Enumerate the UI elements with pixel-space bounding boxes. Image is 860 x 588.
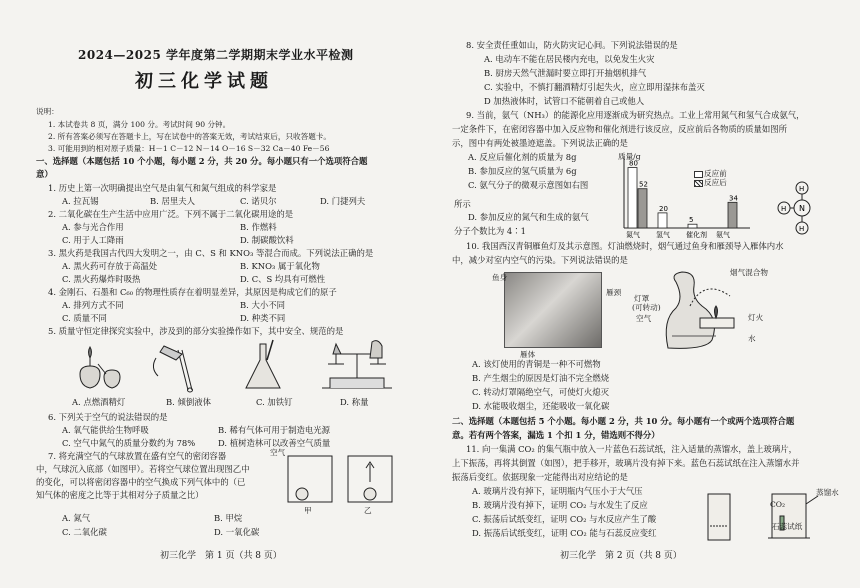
category-label: 催化剂 [686,231,707,238]
question-stem: 3. 黑火药是我国古代四大发明之一，由 C、S 和 KNO₃ 等混合而成。下列说法正确的是 [48,248,374,258]
bar-before [628,168,637,228]
option-b: B. 大小不同 [240,300,285,310]
option-d: D. 称量 [340,397,369,407]
question-stem-cont: 示，图中有两处被墨迹遮盖。下列说法正确的是 [452,138,628,148]
question-stem: 6. 下列关于空气的说法错误的是 [48,412,168,422]
bar-value-label: 20 [659,204,668,213]
option-a: A. 排列方式不同 [62,300,124,310]
bar-value-label: 80 [629,159,638,168]
option-a: A. 反应后催化剂的质量为 8g [468,152,577,162]
category-label: 氢气 [656,231,670,238]
question-stem: 2. 二氧化碳在生产生活中应用广泛。下列不属于二氧化碳用途的是 [48,209,294,219]
balloon-containers-figure [282,450,400,518]
diagram-label: (可转动) [632,303,661,312]
diagram-label: CO₂ [770,500,786,509]
lab-operations-figure [60,338,410,396]
figure-b-label: 乙 [364,506,372,515]
diagram-label: 石蕊试纸 [772,522,803,531]
instruction-line: 1. 本试卷共 8 页，满分 100 分。考试时间 90 分钟。 [48,120,231,129]
option-c: C. 实验中，不慎打翻酒精灯引起失火，应立即用湿抹布盖灭 [484,82,705,92]
question-stem-cont: 一定条件下，在密闭容器中加入反应物和催化剂进行该反应，反应前后各物质的质量如图所 [452,124,787,134]
section2-heading: 二、选择题（本题包括 5 个小题。每小题 2 分，共 10 分。每小题有一个或两个选项符合题 [452,416,795,426]
diagram-label: 水 [748,334,756,343]
option-b: B. 甲烷 [214,513,243,523]
option-a: A. 参与光合作用 [62,222,124,232]
section2-heading-cont: 意。若有两个答案，漏选 1 个扣 1 分，错选则不得分） [452,430,660,440]
option-c: C. 空气中氮气的质量分数约为 78% [62,438,196,448]
question-stem: 4. 金刚石、石墨和 C₆₀ 的物理性质存在着明显差异，其原因是构成它们的原子 [48,287,337,297]
page-footer: 初三化学 第 1 页（共 8 页） [160,551,282,561]
option-a: A. 氧气能供给生物呼吸 [62,425,149,435]
option-d: D. 水能吸收烟尘，还能吸收一氧化碳 [472,401,610,411]
option-c: C. 转动灯罩隔绝空气，可使灯火熄灭 [472,387,610,397]
option-c: C. 黑火药爆炸时吸热 [62,274,141,284]
ammonia-molecule-figure [776,180,828,236]
option-c: C. 用于人工降雨 [62,235,124,245]
option-c: C. 加铁钉 [256,397,293,407]
question-stem: 10. 我国西汉青铜雁鱼灯及其示意图。灯油燃烧时，烟气通过鱼身和雁颈导入雁体内水 [466,241,784,251]
option-d: D. 参加反应的氮气和生成的氨气 [468,212,589,222]
category-label: 氮气 [626,231,640,238]
diagram-label: 蒸馏水 [816,488,839,497]
nitrogen-atom-label: N [799,204,805,213]
page-2 [432,0,860,588]
instruction-line: 3. 可能用到的相对原子质量：H－1 C－12 N－14 O－16 S－32 Ca－40 Fe－56 [48,144,330,153]
diagram-label: 雁颈 [606,288,622,297]
diagram-label: 灯罩 [634,294,650,303]
question-stem: 5. 质量守恒定律探究实验中，涉及到的部分实验操作如下，其中安全、规范的是 [48,326,344,336]
question-stem-cont: 知气体的密度之比等于其相对分子质量之比） [36,490,204,500]
category-label: 氨气 [716,231,730,238]
option-d: D. 制碳酸饮料 [240,235,294,245]
option-b: B. 作燃料 [240,222,277,232]
question-stem: 7. 将充满空气的气球放置在盛有空气的密闭容器 [48,451,227,461]
diagram-label: 雁体 [520,350,536,359]
diagram-label: 空气 [636,314,652,323]
hydrogen-atom-label: H [799,225,805,233]
bar-after [728,202,737,228]
option-b: B. 居里夫人 [150,196,195,206]
instruction-line: 2. 所有答案必须写在答题卡上，写在试卷中的答案无效，考试结束后，只收答题卡。 [48,132,332,141]
bar-after [638,189,647,228]
option-b: B. 厨房天然气泄漏时要立即打开抽烟机排气 [484,68,647,78]
option-a: A. 该灯使用的青铜是一种不可燃物 [472,359,601,369]
legend-swatch-before [694,171,703,178]
diagram-label: 烟气混合物 [730,268,768,277]
instructions-heading: 说明： [36,107,59,116]
option-c: C. 振荡后试纸变红，证明 CO₂ 与水反应产生了酸 [472,514,657,524]
bar-value-label: 52 [639,180,648,189]
option-b: B. 稀有气体可用于制造电光源 [218,425,330,435]
chart-y-label: 质量/g [618,152,641,161]
container-air-label: 空气 [270,448,286,457]
legend-after: 反应后 [704,178,727,187]
legend-swatch-after [694,180,703,187]
bar-value-label: 5 [689,216,694,225]
option-a: A. 玻璃片没有掉下，证明瓶内气压小于大气压 [472,486,643,496]
bar-before [658,213,667,228]
question-stem: 11. 向一集满 CO₂ 的集气瓶中放入一片蓝色石蕊试纸，注入适量的蒸馏水，盖上玻璃片， [466,444,798,454]
page-footer: 初三化学 第 2 页（共 8 页） [560,551,682,561]
option-d: D 加热液体时，试管口不能朝着自己或他人 [484,96,645,106]
question-stem: 1. 历史上第一次明确提出空气是由氧气和氮气组成的科学家是 [48,183,277,193]
option-a: A. 拉瓦锡 [62,196,99,206]
option-b: B. KNO₃ 属于氧化物 [240,261,320,271]
question-stem-cont: 中，气球沉入底部（如图甲）。若将空气球位置出现图乙中 [36,464,250,474]
bar-before [688,224,697,228]
option-a: A. 电动车不能在居民楼内充电，以免发生火灾 [484,54,655,64]
goose-fish-lamp-photo [504,272,602,348]
legend-before: 反应前 [704,169,727,178]
option-c: C. 质量不同 [62,313,107,323]
option-c: C. 氨气分子的微观示意图如右图 [468,180,589,190]
hydrogen-atom-label: H [799,185,805,193]
option-d: D. C、S 均具有可燃性 [240,274,326,284]
option-d: D. 振荡后试纸变红，证明 CO₂ 能与石蕊反应变红 [472,528,657,538]
question-stem: 8. 安全责任重如山，防火防灾记心间。下列说法错误的是 [466,40,678,50]
option-b: B. 玻璃片没有掉下，证明 CO₂ 与水发生了反应 [472,500,648,510]
question-stem: 9. 当前，氨气（NH₃）的能源化应用逐渐成为研究热点。工业上常用氮气和氢气合成氨气， [466,110,805,120]
figure-a-label: 甲 [304,506,312,515]
question-stem-cont: 中，减少对室内空气的污染。下列说法错误的是 [452,255,628,265]
exam-title: 2024—2025 学年度第二学期期末学业水平检测 [78,48,354,62]
option-a: A. 点燃酒精灯 [72,397,126,407]
option-a: A. 黑火药可存放于高温处 [62,261,158,271]
option-c: C. 二氧化碳 [62,527,107,537]
option-c-cont: 所示 [454,199,471,209]
section1-heading: 一、选择题（本题包括 10 个小题，每小题 2 分，共 20 分。每小题只有一个选项符合题 [36,156,368,166]
diagram-label: 灯火 [748,313,764,322]
option-d: D. 一氧化碳 [214,527,260,537]
bar-value-label: 34 [729,194,738,203]
mass-bar-chart [610,152,756,238]
hydrogen-atom-label: H [781,205,787,213]
option-b: B. 产生烟尘的原因是灯油不完全燃烧 [472,373,610,383]
option-b: B. 倾倒液体 [166,397,211,407]
question-stem-cont: 上下振荡，再将其倒置（如图），把手移开，玻璃片没有掉下来。蓝色石蕊试纸在注入蒸馏水并 [452,458,800,468]
option-a: A. 氮气 [62,513,91,523]
exam-subject: 初三化学试题 [135,71,273,92]
question-stem-cont: 振荡后变红。依据现象一定能得出对应结论的是 [452,472,628,482]
option-d: D. 种类不同 [240,313,286,323]
option-c: C. 诺贝尔 [240,196,277,206]
option-d: D. 门捷列夫 [320,196,366,206]
diagram-label: 鱼身 [492,273,508,282]
section1-heading-cont: 意） [36,169,53,179]
option-b: B. 参加反应的氢气质量为 6g [468,166,577,176]
gas-bottle-figure [696,486,836,552]
question-stem-cont: 的变化，可以将密闭容器中的空气换成下列气体中的（已 [36,477,246,487]
option-d-cont: 分子个数比为 4∶1 [454,226,526,236]
option-d: D. 植树造林可以改善空气质量 [218,438,331,448]
